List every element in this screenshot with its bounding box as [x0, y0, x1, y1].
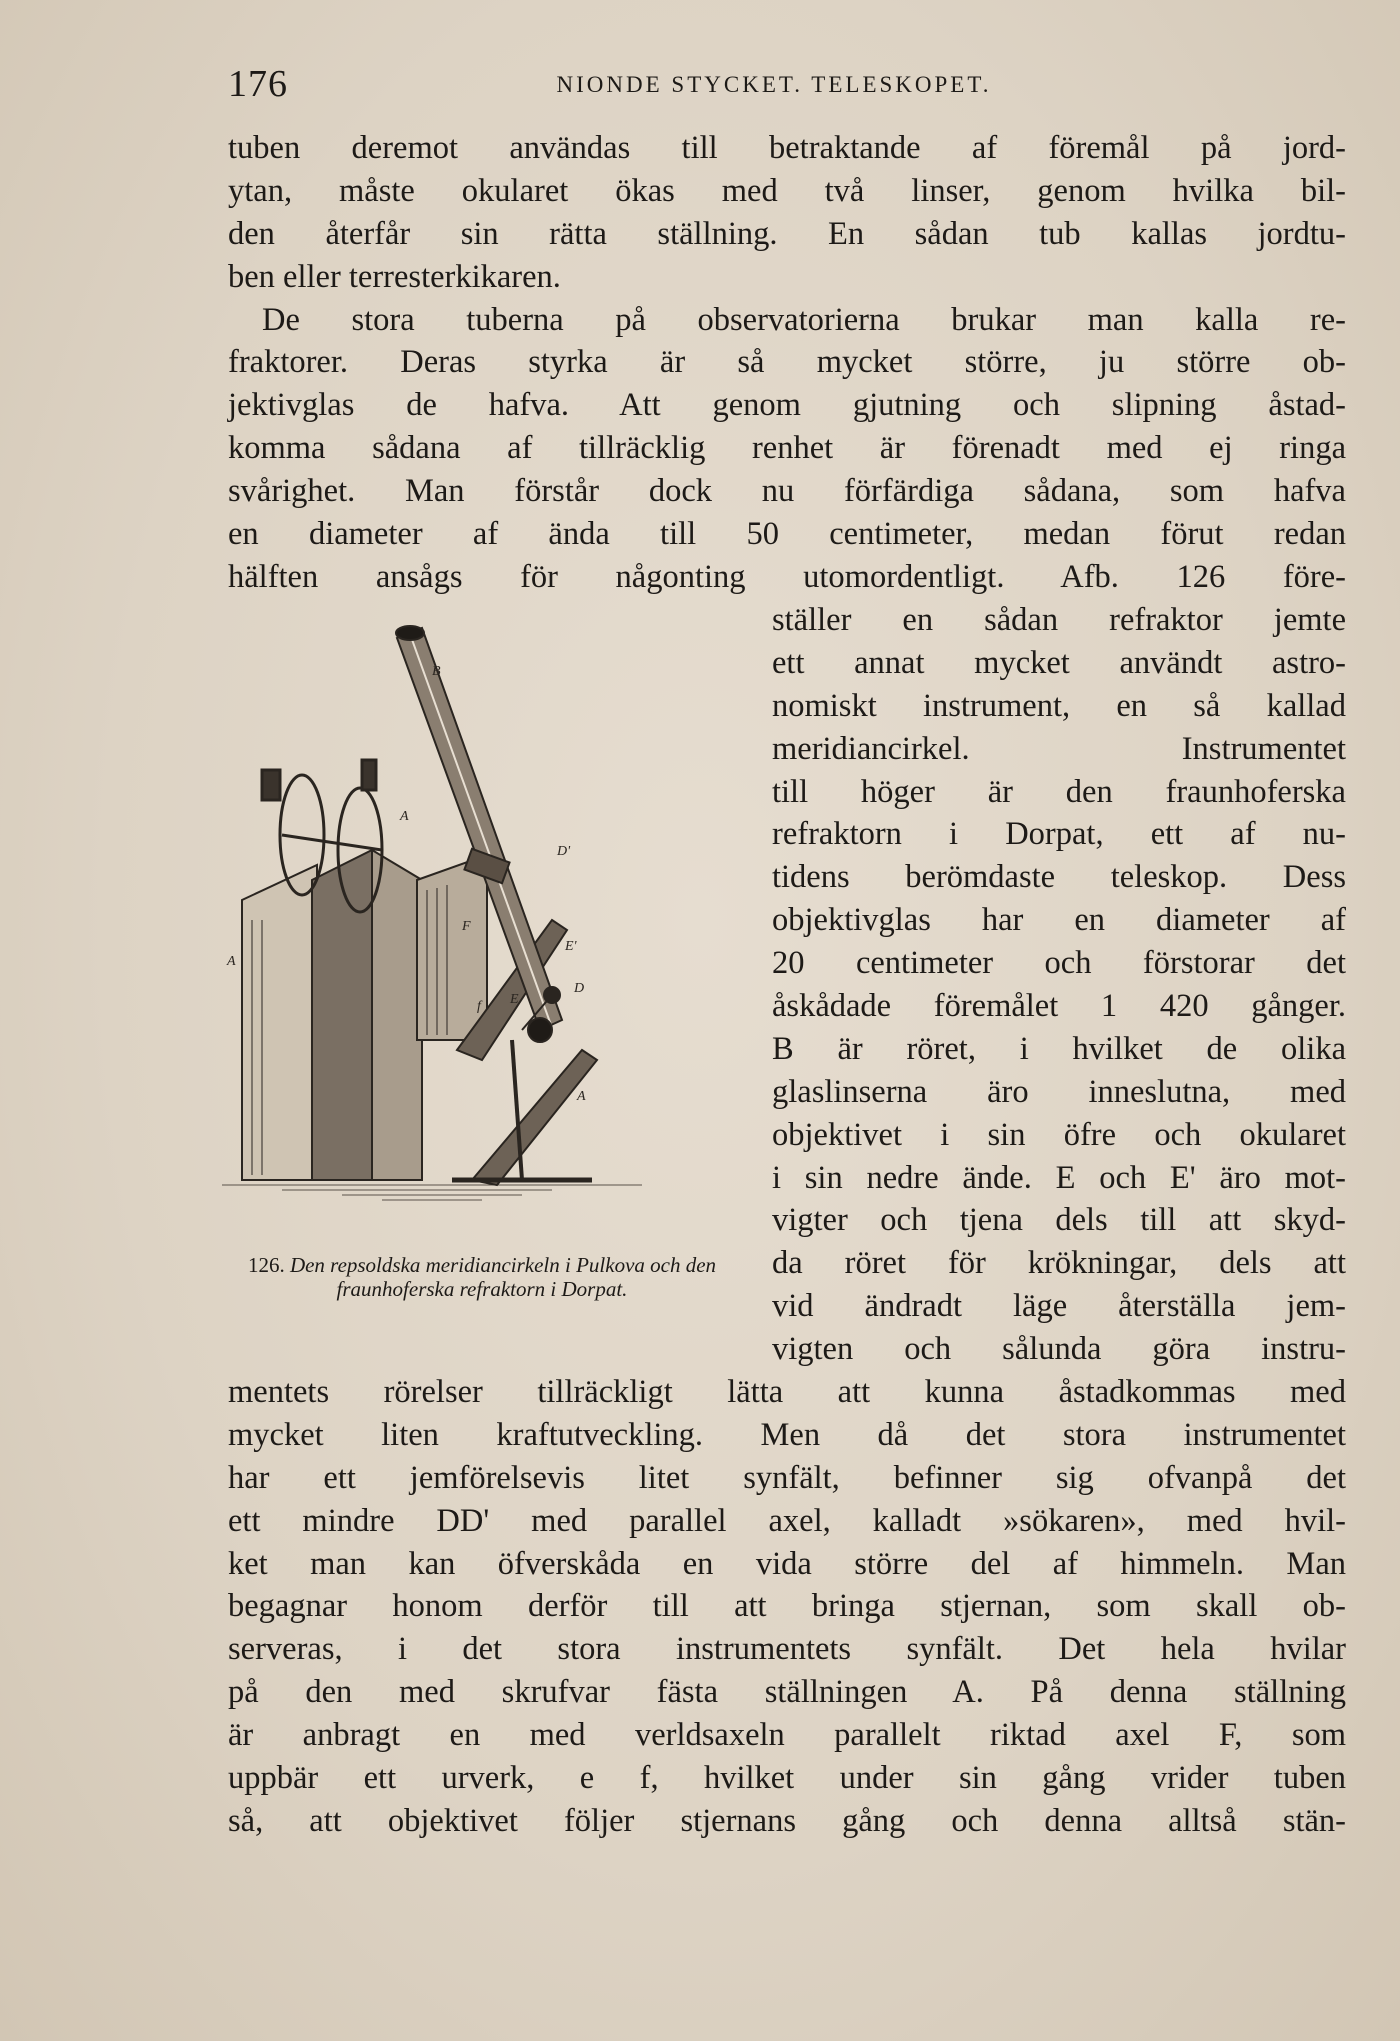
text-line: serveras, i det stora instrumentets synfält. Det hela hvilar: [228, 1631, 1346, 1668]
text-line: uppbär ett urverk, e f, hvilket under sin gång vrider tuben: [228, 1760, 1346, 1797]
text-line: ben eller terresterkikaren.: [228, 258, 561, 295]
text-line: fraktorer. Deras styrka är så mycket större, ju större ob-: [228, 344, 1346, 381]
figure-caption: [222, 1253, 742, 1301]
running-head: NIONDE STYCKET. TELESKOPET.: [556, 72, 992, 97]
intro-paragraphs: [228, 127, 1346, 599]
center-pier: [312, 850, 422, 1180]
figure-number: 126.: [247, 1253, 285, 1277]
text-line: hälften ansågs för någonting utomordentligt. Afb. 126 före-: [228, 558, 1346, 595]
text-line: vigter och tjena dels till att skyd-: [772, 1202, 1346, 1239]
label-B: B: [432, 664, 441, 679]
text-line: ett annat mycket användt astro-: [772, 644, 1346, 681]
text-line: De stora tuberna på observatorierna brukar man kalla re-: [262, 301, 1346, 338]
label-A-top: A: [400, 809, 409, 824]
text-line: ytan, måste okularet ökas med två linser, genom hvilka bil-: [228, 172, 1346, 209]
text-line: i sin nedre ände. E och E' äro mot-: [772, 1159, 1346, 1196]
left-pier: [242, 865, 317, 1180]
text-line: glaslinserna äro inneslutna, med: [772, 1073, 1346, 1110]
text-line: ket man kan öfverskåda en vida större del af himmeln. Man: [228, 1545, 1346, 1582]
text-line: till höger är den fraunhoferska: [772, 773, 1346, 810]
text-line: jektivglas de hafva. Att genom gjutning och slipning åstad-: [228, 387, 1346, 424]
text-line: komma sådana af tillräcklig renhet är förenadt med ej ringa: [228, 430, 1346, 467]
text-line: mycket liten kraftutveckling. Men då det stora instrumentet: [228, 1416, 1346, 1453]
text-line: vid ändradt läge återställa jem-: [772, 1288, 1346, 1325]
label-D-prime: D': [557, 844, 571, 859]
text-line: begagnar honom derför till att bringa stjernan, som skall ob-: [228, 1588, 1346, 1625]
text-line: objektivet i sin öfre och okularet: [772, 1116, 1346, 1153]
telescope-engraving: [222, 620, 757, 1240]
floor-hatching: [222, 1185, 642, 1200]
text-line: tuben deremot användas till betraktande af föremål på jord-: [228, 130, 1346, 166]
text-line: är anbragt en med verldsaxeln parallelt riktad axel F, som: [228, 1717, 1346, 1754]
text-line: en diameter af ända till 50 centimeter, medan förut redan: [228, 516, 1346, 553]
text-line: 20 centimeter och förstorar det: [772, 945, 1346, 982]
text-line: B är röret, i hvilket de olika: [772, 1030, 1346, 1067]
bottom-paragraphs: [228, 1371, 1346, 1843]
text-line: mentets rörelser tillräckligt lätta att kunna åstadkommas med: [228, 1374, 1346, 1410]
text-line: meridiancirkel. Instrumentet: [772, 730, 1346, 767]
text-line: ställer en sådan refraktor jemte: [772, 602, 1346, 638]
text-line: objektivglas har en diameter af: [772, 902, 1346, 939]
text-line: på den med skrufvar fästa ställningen A. På denna ställning: [228, 1674, 1346, 1711]
label-F: F: [462, 919, 471, 934]
text-line: refraktorn i Dorpat, ett af nu-: [772, 816, 1346, 853]
text-line: har ett jemförelsevis litet synfält, befinner sig ofvanpå det: [228, 1459, 1346, 1496]
text-line: tidens berömdaste teleskop. Dess: [772, 859, 1346, 896]
label-f: f: [477, 999, 481, 1014]
text-line: åskådade föremålet 1 420 gånger.: [772, 988, 1346, 1025]
label-E-prime: E': [565, 939, 577, 954]
text-line: så, att objektivet följer stjernans gång och denna alltså stän-: [228, 1802, 1346, 1839]
label-A-bottom: A: [577, 1089, 586, 1104]
text-line: vigten och sålunda göra instru-: [772, 1331, 1346, 1368]
text-line: ett mindre DD' med parallel axel, kalladt »sökaren», med hvil-: [228, 1502, 1346, 1539]
page-header: [228, 62, 1320, 112]
text-column-right: [772, 599, 1346, 1371]
page-number: 176: [228, 63, 288, 105]
label-D: D: [574, 981, 585, 996]
label-A-left: A: [227, 954, 236, 969]
text-line: den återfår sin rätta ställning. En sådan tub kallas jordtu-: [228, 215, 1346, 252]
figure-caption-text: Den repsoldska meridiancirkeln i Pulkova och den fraunhoferska refraktorn i Dorpat.: [289, 1253, 717, 1301]
text-line: da röret för krökningar, dels att: [772, 1245, 1346, 1282]
text-line: nomiskt instrument, en så kallad: [772, 687, 1346, 724]
text-line: svårighet. Man förstår dock nu förfärdiga sådana, som hafva: [228, 473, 1346, 510]
label-E: E: [510, 992, 519, 1007]
refractor-and-meridian-circle-illustration: [222, 620, 757, 1240]
